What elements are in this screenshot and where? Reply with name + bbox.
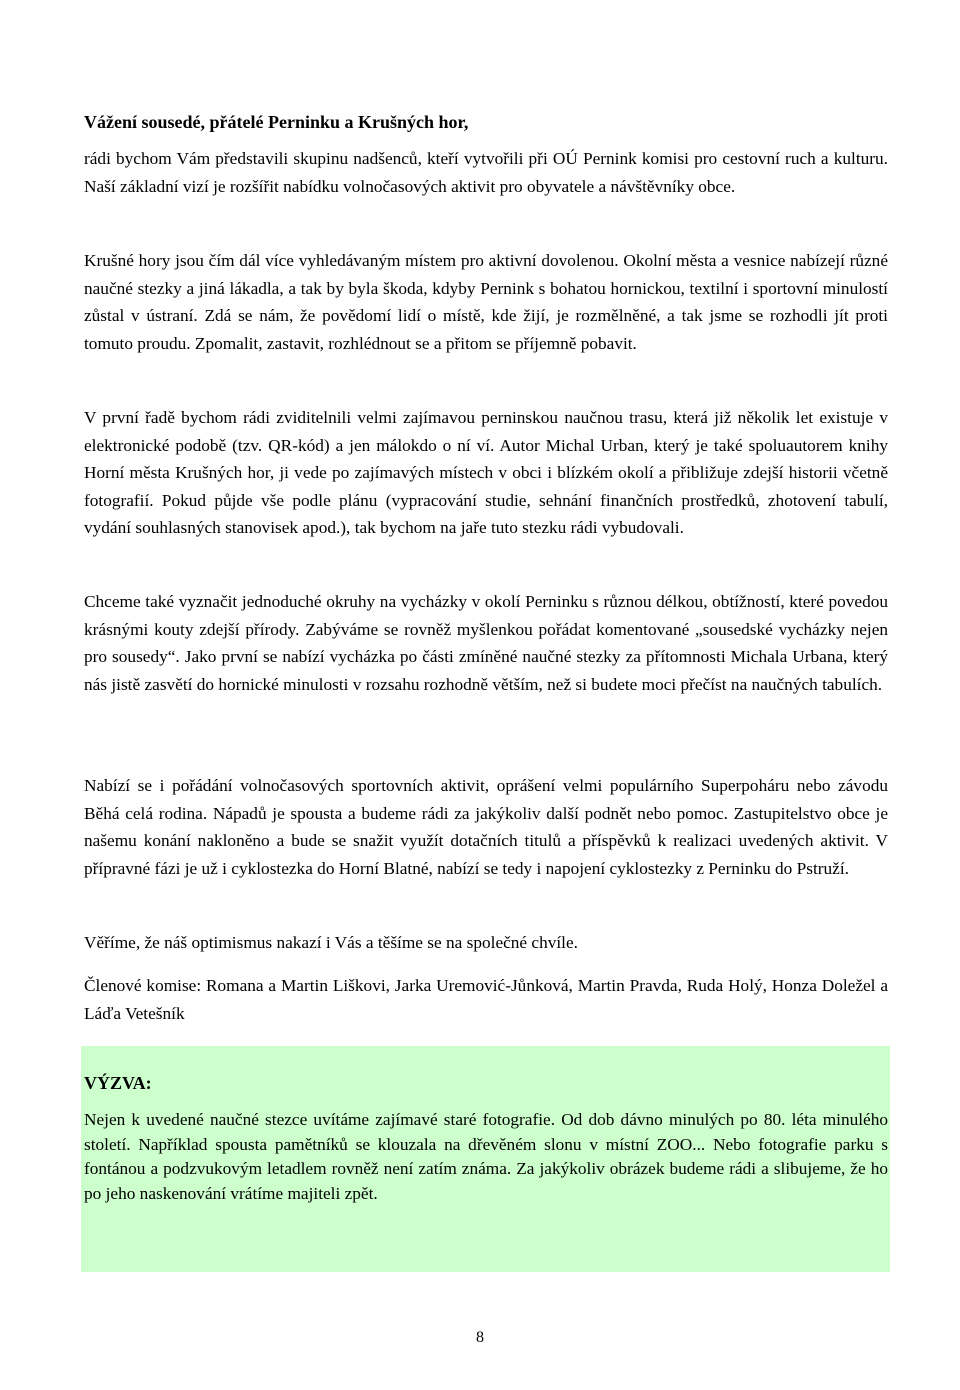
greeting-heading: Vážení sousedé, přátelé Perninku a Krušných hor,	[84, 112, 469, 132]
callout-title: VÝZVA:	[84, 1073, 152, 1093]
callout-box	[81, 1046, 890, 1272]
paragraph-intro: rádi bychom Vám představili skupinu nadšenců, kteří vytvořili při OÚ Pernink komisi pro cestovní ruch a kulturu. Naší základní vizí je rozšířit nabídku volnočasových aktivit pro obyvatele a návštěvníky obce.	[84, 149, 888, 196]
paragraph-krusne-hory: Krušné hory jsou čím dál více vyhledávaným místem pro aktivní dovolenou. Okolní města a vesnice nabízejí různé naučné stezky a jiná lákadla, a tak by byla škoda, kdyby Pernink s bohatou hornickou, textilní i sportovní minulostí zůstal v ústraní. Zdá se nám, že povědomí lidí o místě, kde žijí, je rozmělněné, a tak jsme se rozhodli jít proti tomuto proudu. Zpomalit, zastavit, rozhlédnout se a přitom se příjemně pobavit.	[84, 251, 888, 353]
paragraph-optimismus: Věříme, že náš optimismus nakazí i Vás a těšíme se na společné chvíle.	[84, 933, 578, 952]
callout-text: Nejen k uvedené naučné stezce uvítáme zajímavé staré fotografie. Od dob dávno minulých po 80. léta minulého století. Například spousta pamětníků se klouzala na dřevěném slonu v místní ZOO... Nebo fotografie parku s fontánou a podzvukovým letadlem rovněž není zatím známa. Za jakýkoliv obrázek budeme rádi a slibujeme, že ho po jeho naskenování vrátíme majiteli zpět.	[84, 1110, 888, 1203]
page-number: 8	[476, 1329, 484, 1346]
paragraph-vychazky: Chceme také vyznačit jednoduché okruhy na vycházky v okolí Perninku s různou délkou, obtížností, které povedou krásnými kouty zdejší přírody. Zabýváme se rovněž myšlenkou pořádat komentované „sousedské vycházky nejen pro sousedy“. Jako první se nabízí vycházka po části zmíněné naučné stezky za přítomnosti Michala Urbana, který nás jistě zasvětí do hornické minulosti v rozsahu rozhodně větším, než si budete moci přečíst na naučných tabulích.	[84, 592, 888, 694]
paragraph-clenove-komise: Členové komise: Romana a Martin Liškovi, Jarka Uremović-Jůnková, Martin Pravda, Ruda Holý, Honza Doležel a Láďa Vetešník	[84, 976, 888, 1023]
paragraph-naucna-trasa: V první řadě bychom rádi zviditelnili velmi zajímavou perninskou naučnou trasu, která již několik let existuje v elektronické podobě (tzv. QR-kód) a jen málokdo o ní ví. Autor Michal Urban, který je také spoluautorem knihy Horní města Krušných hor, ji vede po zajímavých místech v obci i blízkém okolí a přibližuje zdejší historii včetně fotografií. Pokud půjde vše podle plánu (vypracování studie, sehnání finančních prostředků, zhotovení tabulí, vydání souhlasných stanovisek apod.), tak bychom na jaře tuto stezku rádi vybudovali.	[84, 408, 888, 538]
paragraph-sportovni-aktivity: Nabízí se i pořádání volnočasových sportovních aktivit, oprášení velmi populárního Superpoháru nebo závodu Běhá celá rodina. Nápadů je spousta a budeme rádi za jakýkoliv další podnět nebo pomoc. Zastupitelstvo obce je našemu konání nakloněno a bude se snažit využít dotačních titulů a příspěvků k realizaci uvedených aktivit. V přípravné fázi je už i cyklostezka do Horní Blatné, nabízí se tedy i napojení cyklostezky z Perninku do Pstruží.	[84, 776, 888, 878]
